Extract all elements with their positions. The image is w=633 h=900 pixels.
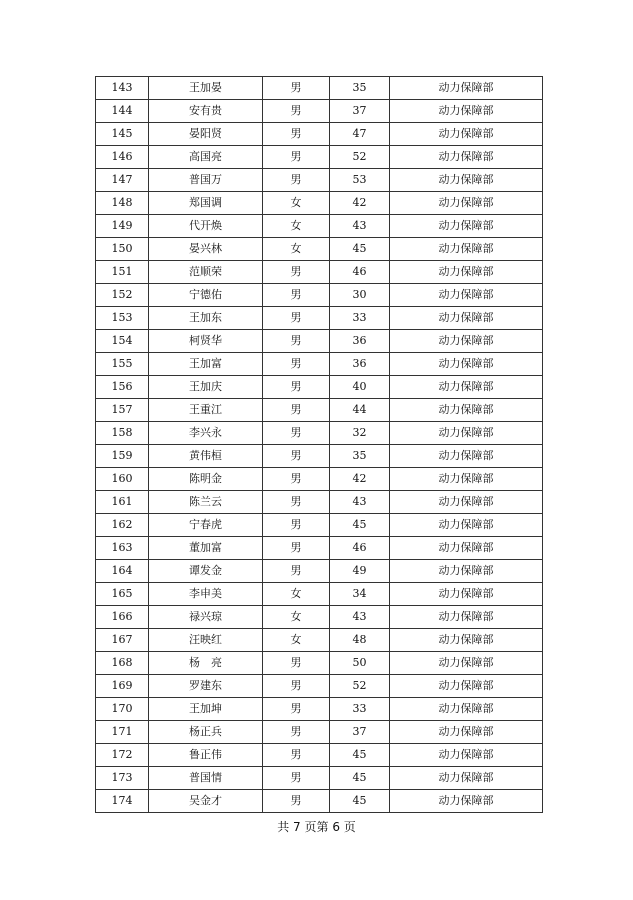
table-row [96,514,543,537]
name-cell: 晏阳贤 [149,123,263,146]
age-cell: 52 [330,146,390,169]
name-cell: 代开焕 [149,215,263,238]
table-row [96,376,543,399]
gender-cell: 男 [263,146,330,169]
row-number-cell: 146 [96,146,149,169]
gender-cell: 男 [263,790,330,813]
table-row [96,767,543,790]
row-number-cell: 161 [96,491,149,514]
department-cell: 动力保障部 [390,146,543,169]
name-cell: 罗建东 [149,675,263,698]
gender-cell: 男 [263,537,330,560]
age-cell: 32 [330,422,390,445]
row-number-cell: 157 [96,399,149,422]
age-cell: 49 [330,560,390,583]
department-cell: 动力保障部 [390,215,543,238]
row-number-cell: 167 [96,629,149,652]
table-row [96,123,543,146]
table-row [96,100,543,123]
table-row [96,721,543,744]
table-row [96,652,543,675]
name-cell: 王重江 [149,399,263,422]
department-cell: 动力保障部 [390,468,543,491]
row-number-cell: 150 [96,238,149,261]
name-cell: 王加晏 [149,77,263,100]
department-cell: 动力保障部 [390,422,543,445]
row-number-cell: 170 [96,698,149,721]
age-cell: 36 [330,330,390,353]
table-row [96,537,543,560]
table-row [96,261,543,284]
department-cell: 动力保障部 [390,606,543,629]
department-cell: 动力保障部 [390,399,543,422]
name-cell: 王加庆 [149,376,263,399]
gender-cell: 男 [263,721,330,744]
age-cell: 43 [330,606,390,629]
name-cell: 杨正兵 [149,721,263,744]
table-row [96,698,543,721]
name-cell: 杨 亮 [149,652,263,675]
row-number-cell: 162 [96,514,149,537]
name-cell: 高国亮 [149,146,263,169]
department-cell: 动力保障部 [390,238,543,261]
age-cell: 35 [330,445,390,468]
name-cell: 晏兴林 [149,238,263,261]
row-number-cell: 172 [96,744,149,767]
row-number-cell: 145 [96,123,149,146]
department-cell: 动力保障部 [390,192,543,215]
age-cell: 35 [330,77,390,100]
row-number-cell: 156 [96,376,149,399]
table-row [96,675,543,698]
department-cell: 动力保障部 [390,767,543,790]
table-row [96,192,543,215]
gender-cell: 男 [263,468,330,491]
gender-cell: 男 [263,261,330,284]
age-cell: 46 [330,261,390,284]
table-row [96,77,543,100]
personnel-table-body [96,77,543,813]
row-number-cell: 171 [96,721,149,744]
row-number-cell: 166 [96,606,149,629]
gender-cell: 男 [263,675,330,698]
table-row [96,583,543,606]
personnel-table [95,76,543,813]
age-cell: 40 [330,376,390,399]
gender-cell: 男 [263,652,330,675]
age-cell: 33 [330,307,390,330]
department-cell: 动力保障部 [390,330,543,353]
gender-cell: 男 [263,422,330,445]
department-cell: 动力保障部 [390,698,543,721]
table-row [96,629,543,652]
name-cell: 范顺荣 [149,261,263,284]
table-row [96,560,543,583]
gender-cell: 男 [263,123,330,146]
age-cell: 45 [330,767,390,790]
department-cell: 动力保障部 [390,744,543,767]
gender-cell: 女 [263,583,330,606]
department-cell: 动力保障部 [390,123,543,146]
age-cell: 43 [330,215,390,238]
row-number-cell: 144 [96,100,149,123]
gender-cell: 女 [263,192,330,215]
department-cell: 动力保障部 [390,537,543,560]
row-number-cell: 143 [96,77,149,100]
department-cell: 动力保障部 [390,514,543,537]
gender-cell: 男 [263,330,330,353]
age-cell: 50 [330,652,390,675]
row-number-cell: 164 [96,560,149,583]
gender-cell: 男 [263,560,330,583]
name-cell: 李申美 [149,583,263,606]
department-cell: 动力保障部 [390,353,543,376]
department-cell: 动力保障部 [390,100,543,123]
table-row [96,468,543,491]
age-cell: 42 [330,192,390,215]
name-cell: 陈兰云 [149,491,263,514]
name-cell: 普国情 [149,767,263,790]
name-cell: 宁德佑 [149,284,263,307]
department-cell: 动力保障部 [390,491,543,514]
name-cell: 鲁正伟 [149,744,263,767]
row-number-cell: 153 [96,307,149,330]
department-cell: 动力保障部 [390,284,543,307]
age-cell: 46 [330,537,390,560]
table-row [96,353,543,376]
age-cell: 52 [330,675,390,698]
row-number-cell: 168 [96,652,149,675]
age-cell: 45 [330,744,390,767]
age-cell: 42 [330,468,390,491]
row-number-cell: 174 [96,790,149,813]
row-number-cell: 173 [96,767,149,790]
table-row [96,744,543,767]
row-number-cell: 158 [96,422,149,445]
name-cell: 王加东 [149,307,263,330]
department-cell: 动力保障部 [390,77,543,100]
table-row [96,146,543,169]
department-cell: 动力保障部 [390,261,543,284]
department-cell: 动力保障部 [390,445,543,468]
row-number-cell: 155 [96,353,149,376]
row-number-cell: 160 [96,468,149,491]
gender-cell: 男 [263,307,330,330]
row-number-cell: 147 [96,169,149,192]
gender-cell: 男 [263,284,330,307]
page-footer: 共 7 页第 6 页 [277,820,356,834]
name-cell: 王加坤 [149,698,263,721]
gender-cell: 男 [263,698,330,721]
name-cell: 谭发金 [149,560,263,583]
gender-cell: 男 [263,169,330,192]
name-cell: 禄兴琼 [149,606,263,629]
table-row [96,307,543,330]
row-number-cell: 148 [96,192,149,215]
gender-cell: 男 [263,376,330,399]
department-cell: 动力保障部 [390,629,543,652]
age-cell: 33 [330,698,390,721]
gender-cell: 男 [263,744,330,767]
name-cell: 黄伟桓 [149,445,263,468]
name-cell: 董加富 [149,537,263,560]
department-cell: 动力保障部 [390,721,543,744]
table-row [96,606,543,629]
department-cell: 动力保障部 [390,675,543,698]
row-number-cell: 154 [96,330,149,353]
row-number-cell: 165 [96,583,149,606]
age-cell: 37 [330,100,390,123]
gender-cell: 女 [263,238,330,261]
department-cell: 动力保障部 [390,560,543,583]
table-row [96,284,543,307]
gender-cell: 男 [263,399,330,422]
row-number-cell: 149 [96,215,149,238]
age-cell: 45 [330,514,390,537]
table-row [96,215,543,238]
gender-cell: 男 [263,767,330,790]
name-cell: 郑国调 [149,192,263,215]
gender-cell: 男 [263,491,330,514]
department-cell: 动力保障部 [390,583,543,606]
name-cell: 柯贤华 [149,330,263,353]
department-cell: 动力保障部 [390,376,543,399]
gender-cell: 女 [263,606,330,629]
age-cell: 53 [330,169,390,192]
row-number-cell: 169 [96,675,149,698]
department-cell: 动力保障部 [390,790,543,813]
row-number-cell: 151 [96,261,149,284]
age-cell: 34 [330,583,390,606]
row-number-cell: 152 [96,284,149,307]
age-cell: 36 [330,353,390,376]
table-row [96,238,543,261]
age-cell: 48 [330,629,390,652]
gender-cell: 男 [263,353,330,376]
name-cell: 王加富 [149,353,263,376]
department-cell: 动力保障部 [390,169,543,192]
gender-cell: 男 [263,77,330,100]
name-cell: 吴金才 [149,790,263,813]
table-row [96,330,543,353]
name-cell: 普国万 [149,169,263,192]
row-number-cell: 159 [96,445,149,468]
age-cell: 44 [330,399,390,422]
age-cell: 43 [330,491,390,514]
table-row [96,422,543,445]
table-row [96,169,543,192]
gender-cell: 男 [263,445,330,468]
age-cell: 30 [330,284,390,307]
age-cell: 45 [330,238,390,261]
name-cell: 宁春虎 [149,514,263,537]
gender-cell: 女 [263,629,330,652]
department-cell: 动力保障部 [390,307,543,330]
table-row [96,399,543,422]
gender-cell: 女 [263,215,330,238]
table-row [96,445,543,468]
name-cell: 陈明金 [149,468,263,491]
row-number-cell: 163 [96,537,149,560]
gender-cell: 男 [263,100,330,123]
table-row [96,491,543,514]
gender-cell: 男 [263,514,330,537]
name-cell: 汪映红 [149,629,263,652]
age-cell: 45 [330,790,390,813]
table-row [96,790,543,813]
age-cell: 47 [330,123,390,146]
name-cell: 安有贵 [149,100,263,123]
age-cell: 37 [330,721,390,744]
name-cell: 李兴永 [149,422,263,445]
department-cell: 动力保障部 [390,652,543,675]
